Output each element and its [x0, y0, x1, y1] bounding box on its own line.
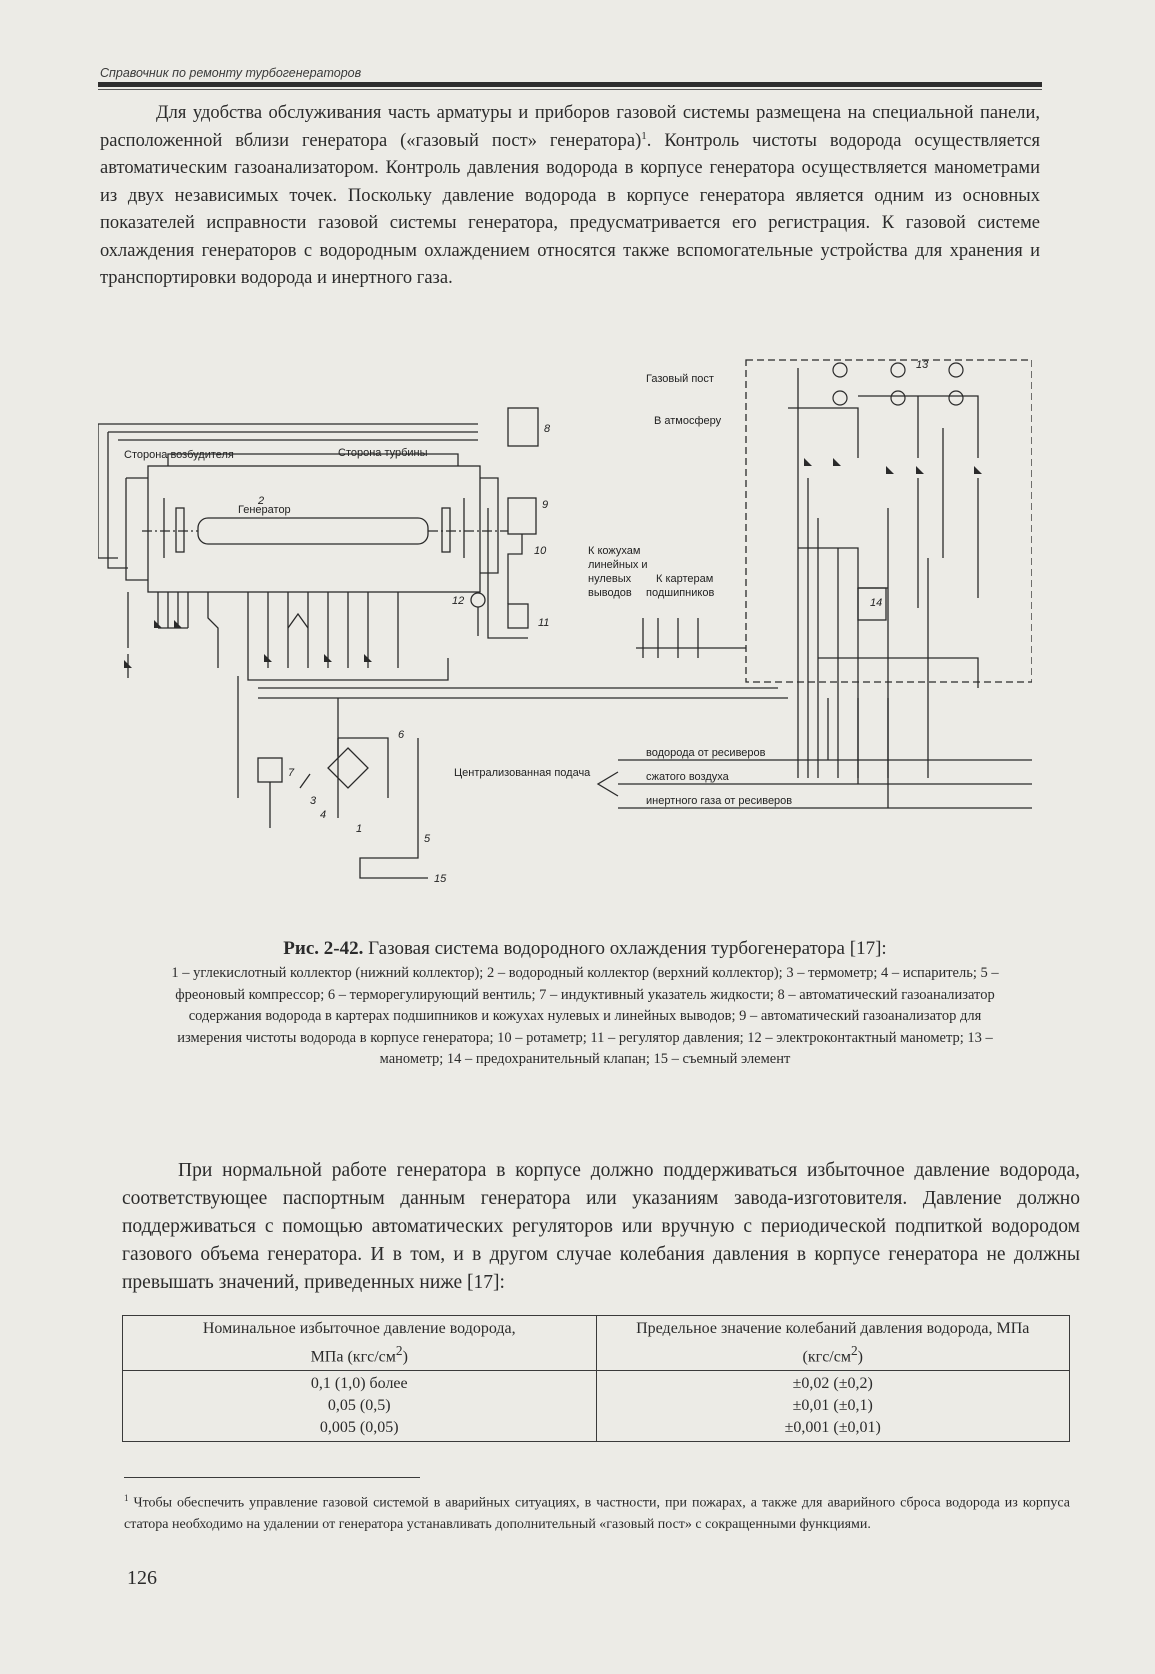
second-paragraph: При нормальной работе генератора в корпусе должно поддерживаться избыточное давление водорода, соответствующее паспортным данным генератора или указаниям завода-изготовителя. Давление должно поддерживаться с помощью автоматических регуляторов или вручную с периодической подпиткой водородом газового объема генератора. И в том, и в другом случае колебания давления в корпусе генератора не должны превышать значений, приведенных ниже [17]:	[122, 1160, 1080, 1293]
intro-text-b: . Контроль чистоты водорода осуществляется автоматическим газоанализатором. Контроль давления водорода в корпусе генератора осуществляется манометрами из двух независимых точек. Поскольку давление водорода в корпусе генератора является одним из основных показателей исправности газовой системы генератора, предусматривается его регистрация. К газовой системе охлаждения генераторов с водородным охлаждением относятся также вспомогательные устройства для хранения и транспортировки водорода и инертного газа.	[100, 130, 1041, 288]
callout-14: 14	[870, 597, 883, 609]
figure-title	[160, 938, 1010, 960]
intro-paragraph	[100, 100, 1040, 293]
label-casings-2: линейных и	[588, 559, 648, 571]
footnote-ref: 1	[641, 129, 647, 142]
figure-number: Рис. 2-42.	[283, 938, 364, 959]
header-left-line2: МПа (кгс/см	[310, 1348, 396, 1366]
figure-title-text: Газовая система водородного охлаждения турбогенератора [17]:	[363, 938, 887, 959]
running-head: Справочник по ремонту турбогенераторов	[100, 66, 362, 80]
pressure-table	[122, 1315, 1070, 1442]
label-supply-inert: инертного газа от ресиверов	[646, 795, 793, 807]
table-header-left	[123, 1316, 597, 1371]
callout-12: 12	[452, 595, 465, 607]
limit-value: ±0,02 (±0,2)	[792, 1375, 873, 1393]
label-central-supply: Централизованная подача	[454, 767, 591, 779]
table-header-row	[123, 1316, 1070, 1371]
diagram-svg	[98, 358, 1032, 948]
liquid-indicator-7	[258, 758, 282, 782]
header-rule	[98, 82, 1042, 87]
callout-7: 7	[288, 767, 295, 779]
label-casings-3: нулевых	[588, 573, 632, 585]
header-left-line1: Номинальное избыточное давление водорода,	[202, 1320, 516, 1337]
header-right-line1: Предельное значение колебаний давления водорода, МПа	[636, 1320, 1030, 1337]
callout-3: 3	[310, 795, 317, 807]
callout-5: 5	[424, 833, 431, 845]
label-supply-h2: водорода от ресиверов	[646, 747, 766, 759]
header-right-sup: 2	[850, 1343, 858, 1358]
callout-9: 9	[542, 499, 549, 511]
footnote	[124, 1488, 1070, 1536]
callout-4: 4	[320, 809, 327, 821]
label-supply-air: сжатого воздуха	[646, 771, 729, 783]
limit-value: ±0,001 (±0,01)	[784, 1419, 881, 1437]
callout-8: 8	[544, 423, 551, 435]
footnote-mark: 1	[124, 1493, 129, 1503]
label-casings-1: К кожухам	[588, 545, 641, 557]
header-right-line2: (кгс/см	[802, 1348, 851, 1366]
header-rule-thin	[98, 89, 1042, 90]
evaporator-4	[328, 748, 368, 788]
table-cell-limit	[596, 1371, 1070, 1442]
header-right-close: )	[857, 1348, 863, 1366]
label-atmosphere: В атмосферу	[654, 415, 722, 427]
label-bearings-2: подшипников	[646, 587, 715, 599]
label-gas-post: Газовый пост	[646, 373, 714, 385]
header-left-close: )	[402, 1348, 408, 1366]
gas-system-diagram	[98, 358, 1032, 948]
intro-text-a: Для удобства обслуживания часть арматуры и приборов газовой системы размещена на специальной панели, расположенной вблизи генератора («газовый пост» генератора)	[100, 103, 1040, 151]
footnote-rule	[124, 1477, 420, 1478]
nominal-value: 0,005 (0,05)	[319, 1419, 399, 1437]
label-turbine-side: Сторона турбины	[338, 447, 428, 459]
gas-analyzer-9	[508, 498, 536, 534]
label-generator: Генератор	[238, 504, 291, 516]
figure-legend: 1 – углекислотный коллектор (нижний коллектор); 2 – водородный коллектор (верхний коллектор); 3 – термометр; 4 – испаритель; 5 – фреоновый компрессор; 6 – терморегулирующий вентиль; 7 – индуктивный указатель жидкости; 8 – автоматический газоанализатор содержания водорода в картерах подшипников и кожухах нулевых и линейных выводов; 9 – автоматический газоанализатор для измерения чистоты водорода в корпусе генератора; 10 – ротаметр; 11 – регулятор давления; 12 – электроконтактный манометр; 13 – манометр; 14 – предохранительный клапан; 15 – съемный элемент	[171, 965, 999, 1067]
pressure-regulator	[508, 604, 528, 628]
label-exciter-side: Сторона возбудителя	[124, 449, 234, 461]
callout-11: 11	[538, 617, 550, 629]
callout-6: 6	[398, 729, 405, 741]
table-header-right	[596, 1316, 1070, 1371]
limit-value: ±0,01 (±0,1)	[792, 1397, 873, 1415]
figure-caption	[160, 938, 1010, 1071]
rotor	[198, 518, 428, 544]
label-bearings-1: К картерам	[656, 573, 714, 585]
callout-1: 1	[356, 823, 363, 835]
header-left-sup: 2	[395, 1343, 403, 1358]
nominal-value: 0,05 (0,5)	[327, 1397, 391, 1415]
nominal-value: 0,1 (1,0) более	[310, 1375, 408, 1393]
label-casings-4: выводов	[588, 587, 632, 599]
callout-2: 2	[258, 495, 265, 507]
table-cell-nominal	[123, 1371, 597, 1442]
footnote-text: Чтобы обеспечить управление газовой системой в аварийных ситуациях, в частности, при пожарах, а также для аварийного сброса водорода из корпуса статора необходимо на удалении от генератора устанавливать дополнительный «газовый пост» с сокращенными функциями.	[124, 1495, 1070, 1533]
callout-10: 10	[534, 545, 547, 557]
table-row	[123, 1371, 1070, 1442]
manometer-12	[471, 593, 485, 607]
callout-15: 15	[434, 873, 447, 885]
gas-analyzer-8	[508, 408, 538, 446]
page-number: 126	[127, 1567, 157, 1589]
callout-13: 13	[916, 359, 929, 371]
